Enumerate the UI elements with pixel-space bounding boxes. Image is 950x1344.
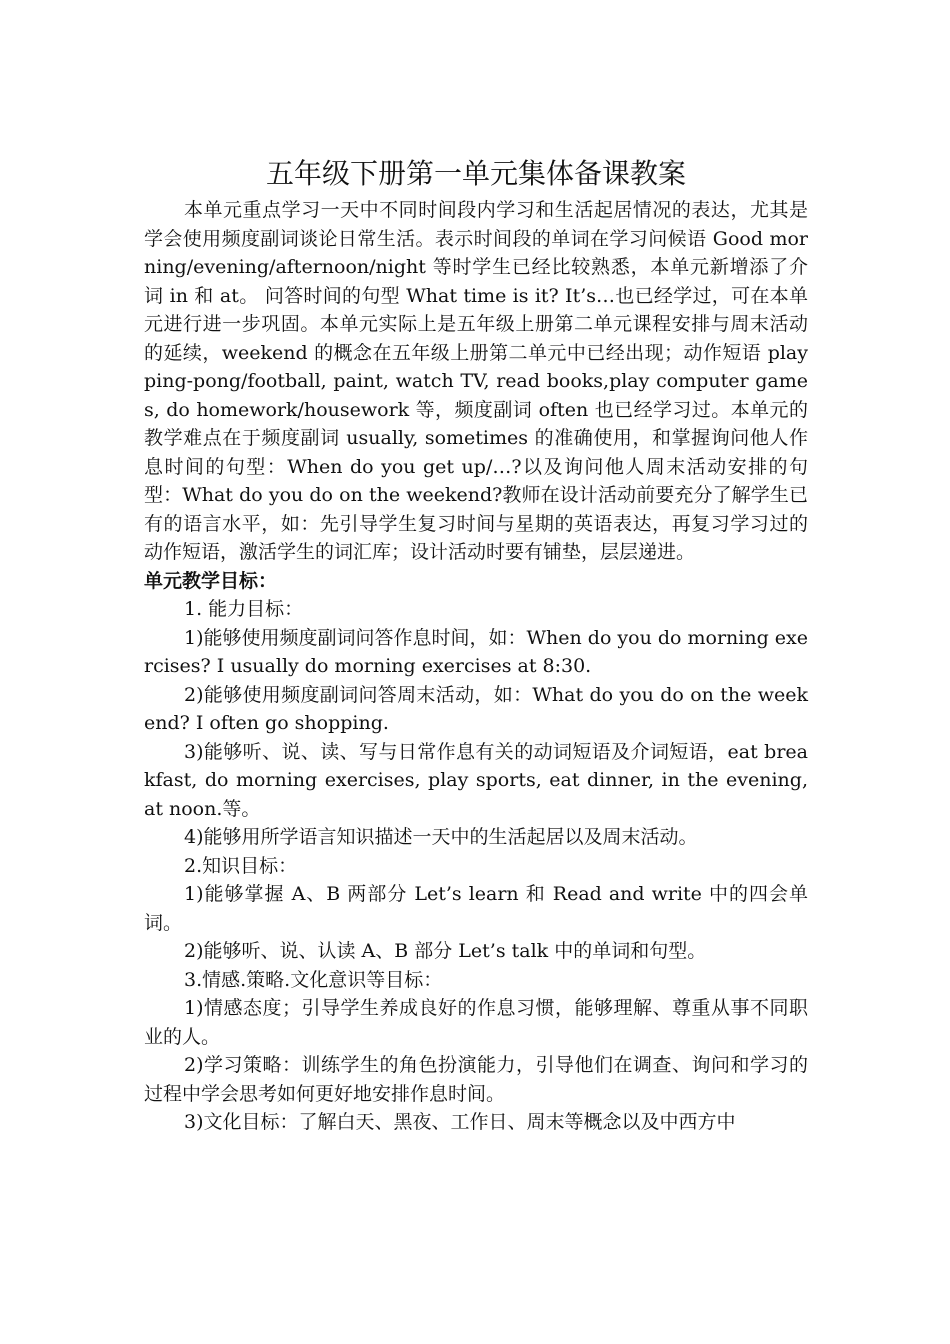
emotion-goal-3: 3)文化目标：了解白天、黑夜、工作日、周末等概念以及中西方中 xyxy=(184,1111,736,1133)
document-page xyxy=(144,152,808,1137)
ability-goals-heading: 1. 能力目标： xyxy=(184,598,304,620)
document-title: 五年级下册第一单元集体备课教案 xyxy=(265,157,686,190)
intro-paragraph: 本单元重点学习一天中不同时间段内学习和生活起居情况的表达，尤其是学会使用频度副词谈论日常生活。表示时间段的单词在学习问候语 Good morning/evening/afternoon/night 等时学生已经比较熟悉，本单元新增添了介词 in 和 at。 问答时间的句型 What time is it? It’s…也已经学过，可在本单元进行进一步巩固。本单元实际上是五年级上册第二单元课程安排与周末活动的延续，weekend 的概念在五年级上册第二单元中已经出现；动作短语 play ping-pong/football, paint, watch TV, read books,play computer games, do homework/housework 等，频度副词 often 也已经学习过。本单元的教学难点在于频度副词 usually, sometimes 的准确使用，和掌握询问他人作息时间的句型：When do you get up/…?以及询问他人周末活动安排的句型：What do you do on the weekend?教师在设计活动前要充分了解学生已有的语言水平，如：先引导学生复习时间与星期的英语表达，再复习学习过的动作短语，激活学生的词汇库；设计活动时要有铺垫，层层递进。 xyxy=(144,199,808,563)
knowledge-goal-2: 2)能够听、说、认读 A、B 部分 Let’s talk 中的单词和句型。 xyxy=(184,940,707,962)
ability-goal-1: 1)能够使用频度副词问答作息时间，如：When do you do morning exercises? I usually do morning exercises at 8:30. xyxy=(144,626,809,677)
emotion-goal-1: 1)情感态度；引导学生养成良好的作息习惯，能够理解、尊重从事不同职业的人。 xyxy=(144,997,808,1048)
knowledge-goals-heading: 2.知识目标： xyxy=(184,854,298,877)
goals-heading: 单元教学目标： xyxy=(144,569,278,592)
knowledge-goal-1: 1)能够掌握 A、B 两部分 Let’s learn 和 Read and write 中的四会单词。 xyxy=(144,883,808,934)
ability-goal-4: 4)能够用所学语言知识描述一天中的生活起居以及周末活动。 xyxy=(184,826,698,848)
emotion-goals-heading: 3.情感.策略.文化意识等目标： xyxy=(184,968,443,991)
ability-goal-2: 2)能够使用频度副词问答周末活动，如：What do you do on the weekend? I often go shopping. xyxy=(144,683,808,734)
ability-goal-3: 3)能够听、说、读、写与日常作息有关的动词短语及介词短语，eat breakfast, do morning exercises, play sports, eat dinner, in the evening, at noon.等。 xyxy=(144,740,808,820)
emotion-goal-2: 2)学习策略：训练学生的角色扮演能力，引导他们在调查、询问和学习的过程中学会思考如何更好地安排作息时间。 xyxy=(144,1054,808,1105)
